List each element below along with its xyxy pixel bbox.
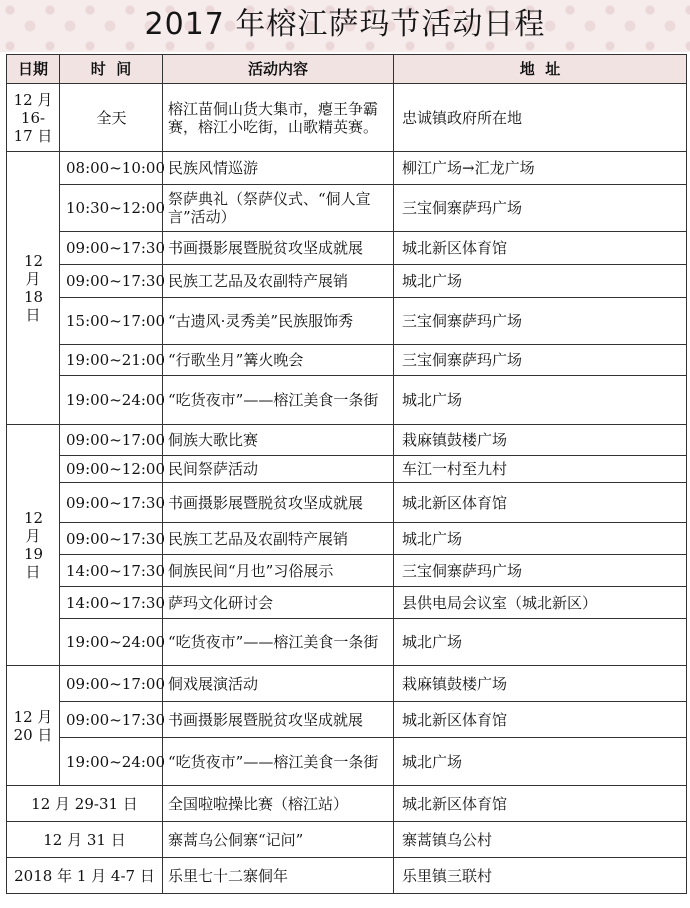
column-header-date: 日期 xyxy=(7,55,60,84)
time-cell: 19:00~24:00 xyxy=(60,619,163,666)
address-cell: 乐里镇三联村 xyxy=(394,858,687,894)
table-row xyxy=(7,345,687,376)
time-cell: 09:00~17:30 xyxy=(60,232,163,265)
table-row xyxy=(7,265,687,298)
table-row xyxy=(7,555,687,587)
time-cell: 09:00~12:00 xyxy=(60,456,163,483)
activity-cell: 萨玛文化研讨会 xyxy=(163,587,394,619)
time-cell: 19:00~24:00 xyxy=(60,376,163,425)
table-row xyxy=(7,786,687,822)
table-row xyxy=(7,298,687,345)
address-cell: 城北新区体育馆 xyxy=(394,786,687,822)
activity-cell: 寨蒿乌公侗寨“记问” xyxy=(163,822,394,858)
table-row xyxy=(7,425,687,456)
table-row xyxy=(7,858,687,894)
time-cell: 09:00~17:30 xyxy=(60,265,163,298)
address-cell: 柳江广场→汇龙广场 xyxy=(394,152,687,185)
activity-cell: 民间祭萨活动 xyxy=(163,456,394,483)
time-cell: 09:00~17:30 xyxy=(60,523,163,555)
table-row xyxy=(7,666,687,702)
activity-cell: 侗戏展演活动 xyxy=(163,666,394,702)
address-cell: 栽麻镇鼓楼广场 xyxy=(394,666,687,702)
address-cell: 城北广场 xyxy=(394,265,687,298)
date-cell: 12 月 31 日 xyxy=(7,822,163,858)
time-cell: 08:00~10:00 xyxy=(60,152,163,185)
address-cell: 城北新区体育馆 xyxy=(394,232,687,265)
activity-cell: 书画摄影展暨脱贫攻坚成就展 xyxy=(163,702,394,738)
activity-cell: 侗族大歌比赛 xyxy=(163,425,394,456)
address-cell: 栽麻镇鼓楼广场 xyxy=(394,425,687,456)
activity-cell: 书画摄影展暨脱贫攻坚成就展 xyxy=(163,232,394,265)
activity-cell: 民族风情巡游 xyxy=(163,152,394,185)
activity-cell: 民族工艺品及农副特产展销 xyxy=(163,265,394,298)
table-row xyxy=(7,822,687,858)
date-cell: 12 月 19 日 xyxy=(7,425,60,666)
activity-cell: 全国啦啦操比赛（榕江站） xyxy=(163,786,394,822)
activity-cell: “吃货夜市”——榕江美食一条街 xyxy=(163,738,394,786)
address-cell: 城北新区体育馆 xyxy=(394,483,687,523)
time-cell: 19:00~21:00 xyxy=(60,345,163,376)
table-row xyxy=(7,619,687,666)
address-cell: 城北广场 xyxy=(394,523,687,555)
table-row xyxy=(7,152,687,185)
activity-cell: 侗族民间“月也”习俗展示 xyxy=(163,555,394,587)
page-title: 2017 年榕江萨玛节活动日程 xyxy=(144,7,546,42)
time-cell: 09:00~17:30 xyxy=(60,702,163,738)
address-cell: 车江一村至九村 xyxy=(394,456,687,483)
activity-cell: 榕江苗侗山货大集市，瘪王争霸赛，榕江小吃街，山歌精英赛。 xyxy=(163,84,394,152)
time-cell: 全天 xyxy=(60,84,163,152)
date-cell: 2018 年 1 月 4-7 日 xyxy=(7,858,163,894)
time-cell: 14:00~17:30 xyxy=(60,587,163,619)
address-cell: 三宝侗寨萨玛广场 xyxy=(394,298,687,345)
column-header-time: 时 间 xyxy=(60,55,163,84)
address-cell: 城北新区体育馆 xyxy=(394,702,687,738)
column-header-activity: 活动内容 xyxy=(163,55,394,84)
time-cell: 09:00~17:30 xyxy=(60,483,163,523)
address-cell: 城北广场 xyxy=(394,376,687,425)
activity-cell: 祭萨典礼（祭萨仪式、“侗人宣言”活动） xyxy=(163,185,394,232)
date-cell: 12 月 29-31 日 xyxy=(7,786,163,822)
table-row xyxy=(7,702,687,738)
activity-cell: “吃货夜市”——榕江美食一条街 xyxy=(163,619,394,666)
address-cell: 寨蒿镇乌公村 xyxy=(394,822,687,858)
activity-cell: 书画摄影展暨脱贫攻坚成就展 xyxy=(163,483,394,523)
table-row xyxy=(7,232,687,265)
table-row xyxy=(7,523,687,555)
address-cell: 县供电局会议室（城北新区） xyxy=(394,587,687,619)
time-cell: 14:00~17:30 xyxy=(60,555,163,587)
table-row xyxy=(7,456,687,483)
time-cell: 15:00~17:00 xyxy=(60,298,163,345)
time-cell: 19:00~24:00 xyxy=(60,738,163,786)
time-cell: 10:30~12:00 xyxy=(60,185,163,232)
table-row xyxy=(7,738,687,786)
table-row xyxy=(7,376,687,425)
address-cell: 三宝侗寨萨玛广场 xyxy=(394,185,687,232)
time-cell: 09:00~17:00 xyxy=(60,425,163,456)
address-cell: 三宝侗寨萨玛广场 xyxy=(394,345,687,376)
table-row xyxy=(7,483,687,523)
table-header-row xyxy=(7,55,687,84)
date-cell: 12 月 20 日 xyxy=(7,666,60,786)
title-banner xyxy=(0,0,690,52)
activity-cell: 民族工艺品及农副特产展销 xyxy=(163,523,394,555)
table-row xyxy=(7,185,687,232)
address-cell: 城北广场 xyxy=(394,738,687,786)
address-cell: 忠诚镇政府所在地 xyxy=(394,84,687,152)
activity-cell: “行歌坐月”篝火晚会 xyxy=(163,345,394,376)
schedule-table xyxy=(6,54,687,894)
activity-cell: “吃货夜市”——榕江美食一条街 xyxy=(163,376,394,425)
address-cell: 城北广场 xyxy=(394,619,687,666)
date-cell: 12 月 16-17 日 xyxy=(7,84,60,152)
time-cell: 09:00~17:00 xyxy=(60,666,163,702)
address-cell: 三宝侗寨萨玛广场 xyxy=(394,555,687,587)
activity-cell: 乐里七十二寨侗年 xyxy=(163,858,394,894)
activity-cell: “古遗风·灵秀美”民族服饰秀 xyxy=(163,298,394,345)
table-row xyxy=(7,587,687,619)
table-row xyxy=(7,84,687,152)
date-cell: 12 月 18 日 xyxy=(7,152,60,425)
column-header-address: 地 址 xyxy=(394,55,687,84)
